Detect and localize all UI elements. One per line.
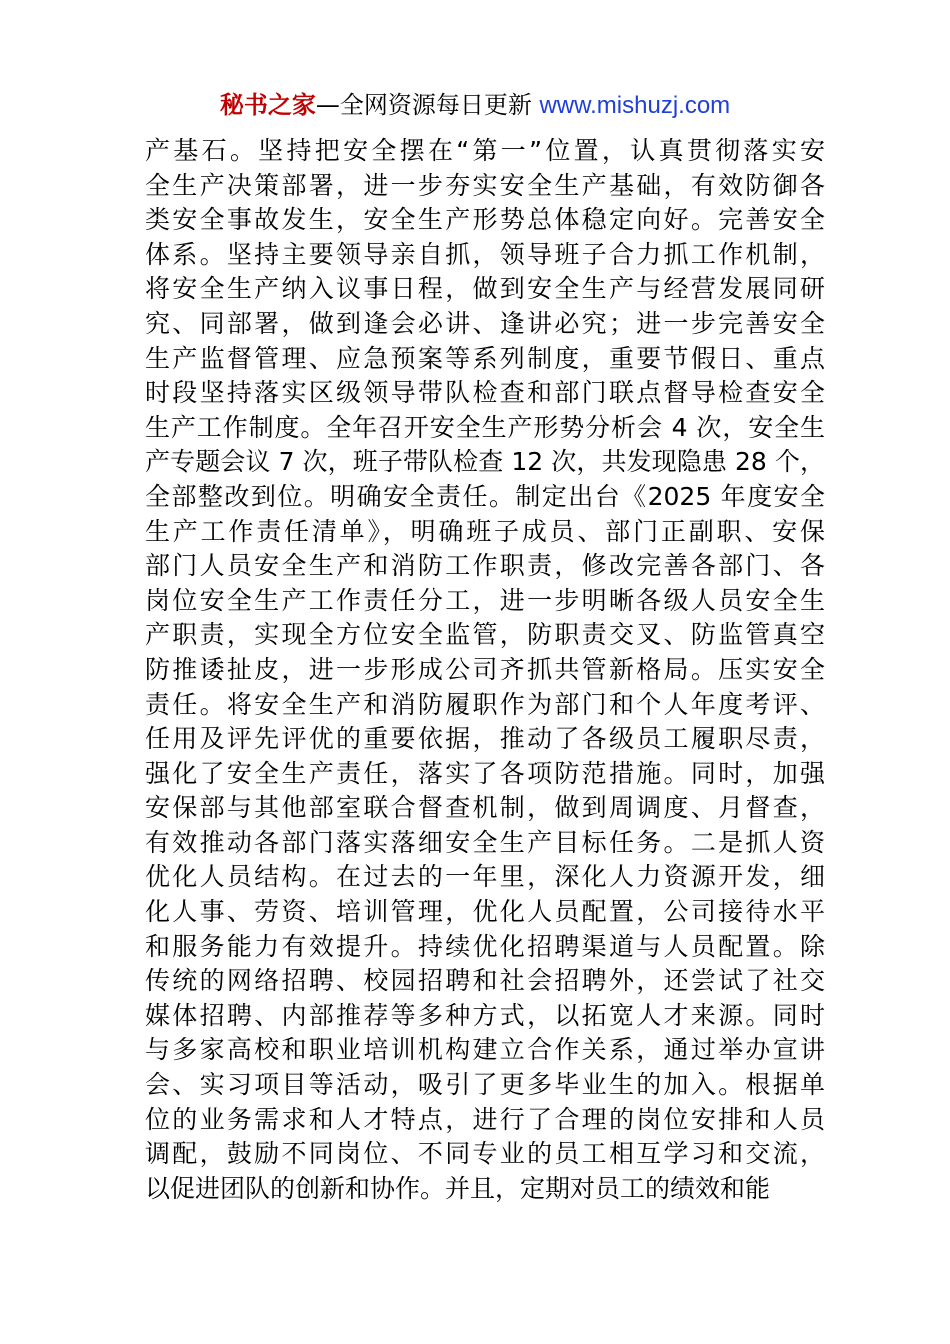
body-line: 全部整改到位。明确安全责任。制定出台《2025 年度安全 — [145, 481, 825, 511]
body-line: 有效推动各部门落实落细安全生产目标任务。二是抓人资 — [145, 827, 825, 857]
body-line: 调配，鼓励不同岗位、不同专业的员工相互学习和交流， — [145, 1139, 825, 1169]
body-line: 会、实习项目等活动，吸引了更多毕业生的加入。根据单 — [145, 1070, 825, 1100]
site-url-link[interactable]: www.mishuzj.com — [539, 92, 731, 119]
body-line: 类安全事故发生，安全生产形势总体稳定向好。完善安全 — [145, 205, 825, 235]
body-line: 部门人员安全生产和消防工作职责，修改完善各部门、各 — [145, 551, 825, 581]
body-line: 化人事、劳资、培训管理，优化人员配置，公司接待水平 — [145, 897, 825, 927]
body-line: 体系。坚持主要领导亲自抓，领导班子合力抓工作机制， — [145, 239, 825, 269]
body-line: 产基石。坚持把安全摆在“第一”位置，认真贯彻落实安 — [145, 136, 825, 165]
body-line: 岗位安全生产工作责任分工，进一步明晰各级人员安全生 — [145, 585, 825, 615]
body-line: 与多家高校和职业培训机构建立合作关系，通过举办宣讲 — [145, 1035, 825, 1065]
body-line: 全生产决策部署，进一步夯实安全生产基础，有效防御各 — [145, 170, 825, 200]
body-line: 优化人员结构。在过去的一年里，深化人力资源开发，细 — [145, 862, 825, 892]
body-line: 任用及评先评优的重要依据，推动了各级员工履职尽责， — [145, 724, 825, 754]
body-line: 产职责，实现全方位安全监管，防职责交叉、防监管真空 — [145, 620, 825, 650]
body-line: 以促进团队的创新和协作。并且，定期对员工的绩效和能 — [145, 1173, 771, 1203]
body-line: 将安全生产纳入议事日程，做到安全生产与经营发展同研 — [145, 274, 825, 304]
body-line: 媒体招聘、内部推荐等多种方式，以拓宽人才来源。同时 — [145, 1000, 825, 1030]
body-line: 究、同部署，做到逢会必讲、逢讲必究；进一步完善安全 — [145, 308, 825, 338]
body-line: 产专题会议 7 次，班子带队检查 12 次，共发现隐患 28 个， — [145, 447, 825, 477]
body-line: 生产工作责任清单》，明确班子成员、部门正副职、安保 — [145, 516, 825, 546]
document-body — [145, 134, 825, 1206]
body-line: 时段坚持落实区级领导带队检查和部门联点督导检查安全 — [145, 378, 825, 408]
body-line: 生产工作制度。全年召开安全生产形势分析会 4 次，安全生 — [145, 412, 825, 442]
body-line: 防推诿扯皮，进一步形成公司齐抓共管新格局。压实安全 — [145, 654, 825, 684]
page-header — [0, 88, 950, 123]
body-line: 传统的网络招聘、校园招聘和社会招聘外，还尝试了社交 — [145, 966, 825, 996]
body-line: 责任。将安全生产和消防履职作为部门和个人年度考评、 — [145, 689, 825, 719]
body-line: 和服务能力有效提升。持续优化招聘渠道与人员配置。除 — [145, 931, 825, 961]
body-line: 位的业务需求和人才特点，进行了合理的岗位安排和人员 — [145, 1104, 825, 1134]
site-brand-name: 秘书之家 — [219, 91, 316, 119]
site-tagline: —全网资源每日更新 — [315, 91, 540, 119]
body-line: 生产监督管理、应急预案等系列制度，重要节假日、重点 — [145, 343, 825, 373]
body-line: 强化了安全生产责任，落实了各项防范措施。同时，加强 — [145, 758, 825, 788]
body-line: 安保部与其他部室联合督查机制，做到周调度、月督查， — [145, 793, 825, 823]
